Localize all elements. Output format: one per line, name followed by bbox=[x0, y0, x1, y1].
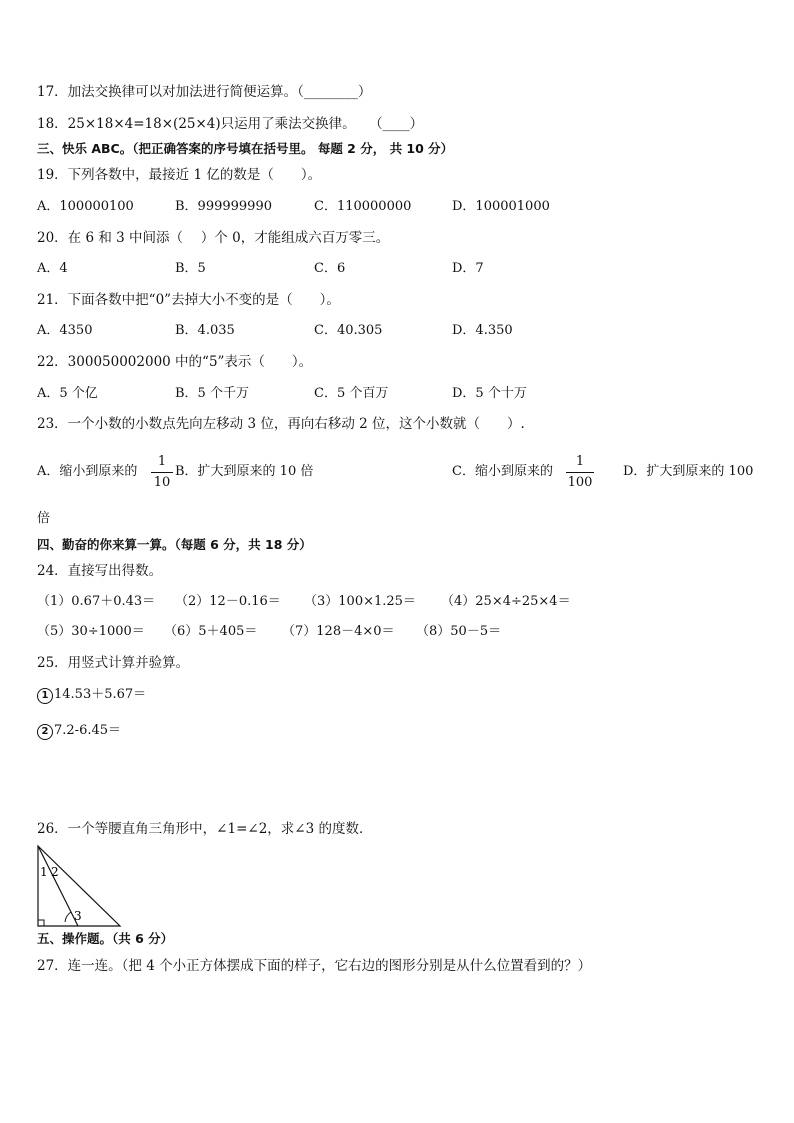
fraction-bar bbox=[151, 472, 173, 473]
question-21: 21．下面各数中把“0”去掉大小不变的是（ ）。 bbox=[37, 292, 340, 308]
q25-item-2-text: 7.2-6.45＝ bbox=[54, 723, 122, 738]
question-25: 25．用竖式计算并验算。 bbox=[37, 655, 190, 671]
fraction-numerator: 1 bbox=[575, 454, 585, 469]
question-17: 17．加法交换律可以对加法进行简便运算。（________） bbox=[37, 84, 372, 100]
q19-option-c: C．110000000 bbox=[314, 199, 412, 214]
q22-option-b: B．5 个千万 bbox=[175, 386, 249, 401]
q23-option-a-fraction bbox=[151, 454, 173, 491]
question-20: 20．在 6 和 3 中间添（ ）个 0，才能组成六百万零三。 bbox=[37, 230, 390, 246]
q22-option-c: C．5 个百万 bbox=[314, 386, 389, 401]
angle-label-1: 1 bbox=[40, 865, 48, 879]
question-27: 27．连一连。（把 4 个小正方体摆成下面的样子，它右边的图形分别是从什么位置看到的？） bbox=[37, 958, 592, 974]
q24-item-6: （6）5＋405＝ bbox=[164, 624, 258, 639]
question-24: 24．直接写出得数。 bbox=[37, 563, 163, 579]
q20-option-d: D．7 bbox=[452, 261, 484, 276]
q23-option-d-continuation: 倍 bbox=[37, 511, 51, 526]
q25-item-1 bbox=[37, 686, 146, 704]
q24-item-8: （8）50－5＝ bbox=[416, 624, 502, 639]
q23-option-b: B．扩大到原来的 10 倍 bbox=[175, 464, 314, 479]
q22-option-a: A．5 个亿 bbox=[37, 386, 98, 401]
q24-item-2: （2）12－0.16＝ bbox=[175, 594, 281, 609]
fraction-denominator: 100 bbox=[567, 475, 593, 490]
angle-label-2: 2 bbox=[51, 865, 59, 879]
right-angle-mark bbox=[38, 920, 44, 926]
q20-option-a: A．4 bbox=[37, 261, 68, 276]
q23-option-d: D．扩大到原来的 100 bbox=[623, 464, 754, 479]
question-18: 18．25×18×4=18×(25×4)只运用了乘法交换律。 （____） bbox=[37, 116, 424, 132]
q19-option-b: B．999999990 bbox=[175, 199, 272, 214]
isosceles-right-triangle-figure bbox=[34, 844, 124, 928]
q23-option-a: A．缩小到原来的 bbox=[37, 464, 138, 479]
section-3-heading: 三、快乐 ABC。（把正确答案的序号填在括号里。 每题 2 分， 共 10 分） bbox=[37, 141, 454, 156]
q21-option-b: B．4.035 bbox=[175, 323, 235, 338]
question-23: 23．一个小数的小数点先向左移动 3 位，再向右移动 2 位，这个小数就（ ）. bbox=[37, 416, 525, 432]
fraction-denominator: 10 bbox=[153, 475, 171, 490]
circled-number-2: 2 bbox=[37, 724, 53, 740]
q25-item-2 bbox=[37, 722, 121, 740]
q23-option-c-fraction bbox=[566, 454, 594, 491]
q23-option-c: C．缩小到原来的 bbox=[452, 464, 553, 479]
fraction-bar bbox=[566, 472, 594, 473]
q22-option-d: D．5 个十万 bbox=[452, 386, 527, 401]
angle-label-3: 3 bbox=[74, 909, 82, 923]
q24-item-7: （7）128－4×0＝ bbox=[282, 624, 395, 639]
section-4-heading: 四、勤奋的你来算一算。（每题 6 分，共 18 分） bbox=[37, 537, 312, 552]
question-26: 26．一个等腰直角三角形中，∠1=∠2，求∠3 的度数． bbox=[37, 821, 373, 837]
q24-item-1: （1）0.67＋0.43＝ bbox=[37, 594, 156, 609]
q21-option-c: C．40.305 bbox=[314, 323, 383, 338]
fraction-numerator: 1 bbox=[157, 454, 167, 469]
q21-option-d: D．4.350 bbox=[452, 323, 513, 338]
q20-option-c: C．6 bbox=[314, 261, 346, 276]
q21-option-a: A．4350 bbox=[37, 323, 93, 338]
angle-bisector-line bbox=[38, 846, 78, 926]
q20-option-b: B．5 bbox=[175, 261, 206, 276]
section-5-heading: 五、操作题。（共 6 分） bbox=[37, 931, 174, 946]
question-19: 19．下列各数中，最接近 1 亿的数是（ ）。 bbox=[37, 167, 322, 183]
q19-option-a: A．100000100 bbox=[37, 199, 134, 214]
q24-item-3: （3）100×1.25＝ bbox=[304, 594, 416, 609]
q25-item-1-text: 14.53＋5.67＝ bbox=[54, 687, 147, 702]
q19-option-d: D．100001000 bbox=[452, 199, 550, 214]
question-22: 22．300050002000 中的“5”表示（ ）。 bbox=[37, 354, 313, 370]
circled-number-1: 1 bbox=[37, 688, 53, 704]
angle-3-arc bbox=[65, 912, 71, 922]
q24-item-4: （4）25×4÷25×4＝ bbox=[441, 594, 571, 609]
q24-item-5: （5）30÷1000＝ bbox=[37, 624, 145, 639]
